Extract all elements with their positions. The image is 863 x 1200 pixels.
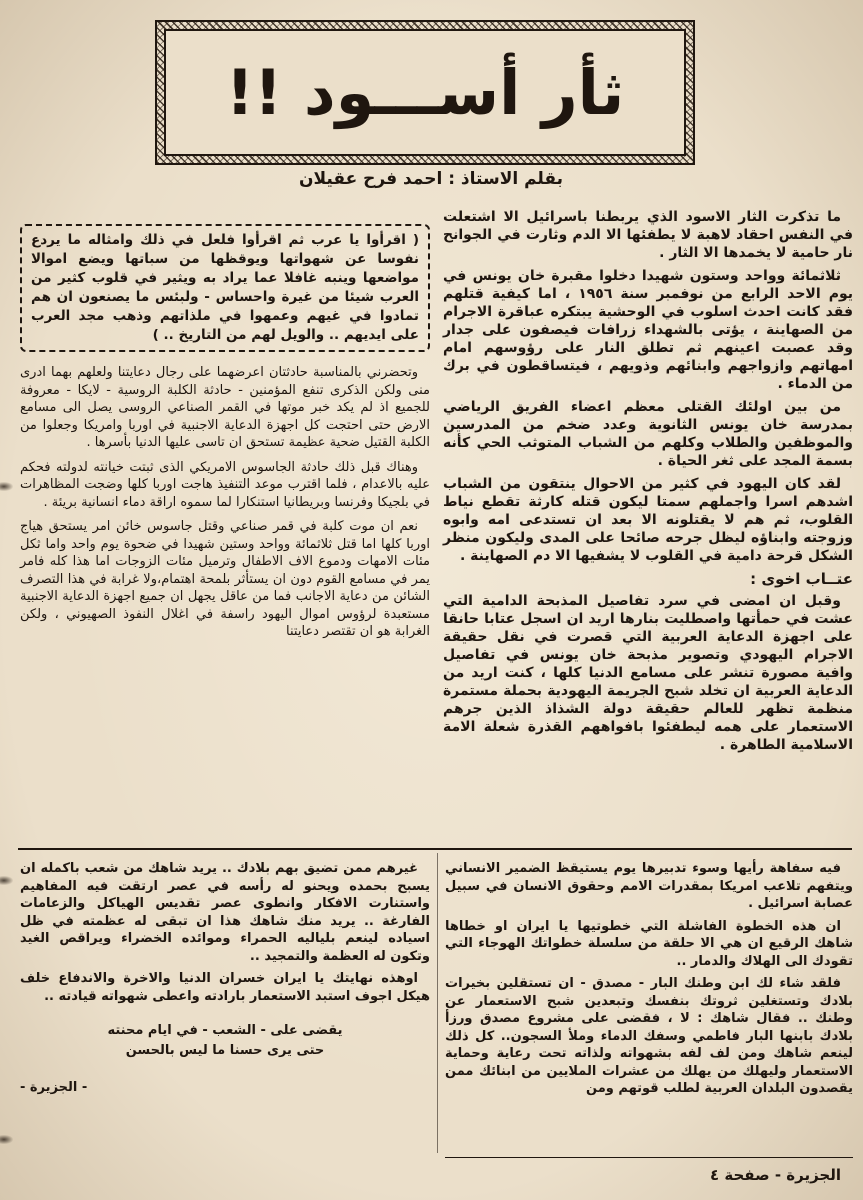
- paragraph: غيرهم ممن تضيق بهم بلادك .. يريد شاهك من شعب باكمله ان يسبح بحمده ويحنو له رأسه في عصر ارتقت فيه المفاهيم واستنارت الافكار وانطوى عصر تقديس الهياكل والزعامات الفارغة .. يريد منك شاهك هذا ان تبقى له عظمته في ظل اسياده لينعم بلياليه الحمراء وموائده الخضراء ويراقص الغيد وتكون له العظمة والتمجيد ..: [20, 861, 430, 964]
- subheading: عتــاب اخوى :: [750, 570, 853, 588]
- paragraph: وتحضرني بالمناسبة حادثتان اعرضهما على رجال دعايتنا ولعلهم بهما ادرى منى ولكن الذكرى تنفع المؤمنين - حادثة الكلبة الروسية - لايكا - معروفة للجميع اذ لم يكد خبر موتها في القمر الصناعي الروسى يصل الى مسامع الارض حتى احتجت كل اجهزة الدعاية الاجنبية في اوربا وامريكا وجعلوا من الكلبة القتيل ضحية عظيمة تستحق ان تاسى عليها الدنيا بأسرها .: [20, 365, 430, 450]
- binder-hole-mark: [0, 1135, 13, 1144]
- poem-verse: [20, 1021, 430, 1061]
- verse-line: حتى يرى حسنا ما ليس بالحسن: [125, 1043, 325, 1058]
- verse-line: يقضى على - الشعب - في ايام محنته: [107, 1023, 343, 1038]
- paragraph: من بين اولئك القتلى معظم اعضاء الفريق الرياضي بمدرسة خان يونس الثانوية وعدد ضخم من المدرسين والموظفين والطلاب وكلهم من الشباب المتوثب الحي كأنه بسمة المجد على ثغر الحياة .: [443, 399, 853, 469]
- paragraph: نعم ان موت كلبة في قمر صناعي وقتل جاسوس خائن امر يستحق هياج اوربا كلها اما قتل ثلاثمائة وواحد وستين شهيدا في ضحوة يوم واحد واما ثكل مئات الامهات ودموع الاف الاطفال وترميل مئات الزوجات اما هذا كله فامر يمر في مسامع القوم دون ان يستأثر بلمحة اهتمام،ولا غرابة في هذا التصرف الشائن من دعاية الاجانب فما من عاقل يجهل ان جميع اجهزة الدعاية الاجنبية مستعبدة لرؤوس اموال اليهود راسفة في اغلال النفوذ الصهيوني ، ولكن الغرابة هو ان تقتصر دعايتنا: [20, 519, 430, 639]
- boxed-quote: ( اقرأوا يا عرب ثم اقرأوا فلعل في ذلك وامثاله ما يردع نفوسا عن شهواتها ويوقظها من سباتها ويضع اموالا مواضعها وينبه غافلا عما يراد به ويثير في قلوب كثير من العرب شيئا من غيرة واحساس - ولبئس ما يصنعون ان هم تمادوا في غيهم وعمهوا في ملذاتهم وذهب مجد العرب على ايديهم .. والويل لهم من التاريخ .. ): [20, 224, 430, 352]
- paragraph: ثلاثمائة وواحد وستون شهيدا دخلوا مقبرة خان يونس في يوم الاحد الرابع من نوفمبر سنة ١٩٥٦ ، اما كيفية قتلهم فقد كانت احدث اسلوب في الوحشية يبتكره عباقرة الاجرام من الصهاينة ، يؤتى بالشهداء زرافات فيصفون على جدار وقد عصبت اعينهم ثم تطلق النار على رؤوسهم امام امهاتهم وازواجهم وابنائهم وذويهم ، فيتساقطون في برك من الدماء .: [443, 268, 853, 392]
- headline: ثأر أســـود !!: [225, 55, 625, 129]
- article-column-left-bottom: [20, 860, 430, 1097]
- byline: بقلم الاستاذ : احمد فرح عقيلان: [299, 169, 563, 189]
- paragraph: وهناك قبل ذلك حادثة الجاسوس الامريكي الذى ثبتت خيانته لدولته فحكم عليه بالاعدام ، فلما اقترب موعد التنفيذ هاجت اوربا كلها وضجت المظاهرات في بلجيكا وفرنسا وبريطانيا استنكارا لما سموه اراقة دماء انسانية بريئة .: [20, 459, 430, 510]
- section-divider: [18, 848, 852, 850]
- article-column-right-bottom: [445, 860, 853, 1103]
- paragraph: اوهذه نهايتك يا ايران خسران الدنيا والاخرة والاندفاع خلف هيكل اجوف استبد الاستعمار بارادته واعطى شهواته قيادته ..: [20, 971, 430, 1004]
- article-column-left-top: [20, 224, 430, 648]
- paragraph: وقبل ان امضى في سرد تفاصيل المذبحة الدامية التي عشت في حمأتها واصطليت بنارها اريد ان اسجل عتابا حانقا على اجهزة الدعاية العربية التي قصرت في نقل حقيقة الاجرام اليهودي وتصوير مذبحة خان يونس في تفاصيل وافية مصورة تنشر على مسامع الدنيا كلها ، كنت اريد من الدعاية العربية ان تخلد شبح الجريمة اليهودية بحملة مستمرة منظمة تظهر للعالم حقيقة دولة الشذاذ الذين جرهم الاستعمار على همه ليطفئوا بافواههم القذرة شعلة الامة الاسلامية الطاهرة .: [443, 593, 853, 753]
- paragraph: فلقد شاء لك ابن وطنك البار - مصدق - ان تستقلين بخيرات بلادك وتستغلين ثروتك بنفسك وتبعدين شبح الاستعمار عن وطنك .. فقال شاهك : لا ، فقضى على مشروع مصدق ورزأ بلادك بابنها البار فاطمي وسفك الدماء وملأ السجون.. كل ذلك لينعم شاهك ومن لف لفه بشهواته ولذاته تحت رعاية وحماية الاستعمار وليهلك من يهلك من عشرات الملايين من ابنائك ممن يقصدون البلدان العربية لطلب قوتهم ومن: [445, 976, 853, 1096]
- paragraph: ما تذكرت الثار الاسود الذي يربطنا باسرائيل الا اشتعلت في النفس احقاد لاهبة لا يطفئها الا الدم وثارت في الجوانح نار حامية لا يخمدها الا الثار .: [443, 209, 853, 261]
- footer-rule: [445, 1157, 853, 1158]
- binder-hole-mark: [0, 876, 13, 885]
- page-footer: الجزيرة - صفحة ٤: [710, 1166, 841, 1184]
- title-frame-inner: [164, 29, 686, 156]
- paragraph: لقد كان اليهود في كثير من الاحوال ينتقون من الشباب اشدهم اسرا واجملهم سمتا ليكون قتله كارثة تقطع نياط القلوب، ثم هم لا يقتلونه الا بعد ان تستدعى امه وابوه وزوجته وابناؤه ليظل جرحه صائحا على المدى وليكون منظر الشكل قرحة دامية في القلوب لا يشفيها الا دم الصهاينة .: [443, 476, 853, 564]
- binder-hole-mark: [0, 482, 13, 491]
- column-divider: [437, 853, 438, 1153]
- title-frame: [155, 20, 695, 165]
- article-column-right-top: [443, 208, 853, 759]
- signature: - الجزيرة -: [20, 1080, 88, 1095]
- paragraph: فيه سفاهة رأيها وسوء تدبيرها يوم يستيقظ الضمير الانساني ويتفهم تلاعب امريكا بمقدرات الامم وحقوق الانسان في سبيل عصابة اسرائيل .: [445, 861, 853, 911]
- paragraph: ان هذه الخطوة الفاشلة التي خطوتيها يا ايران او خطاها شاهك الرقيع ان هي الا حلقة من سلسلة خطواتك الهوجاء التي تقودك الى الهلاك والدمار ..: [445, 918, 853, 969]
